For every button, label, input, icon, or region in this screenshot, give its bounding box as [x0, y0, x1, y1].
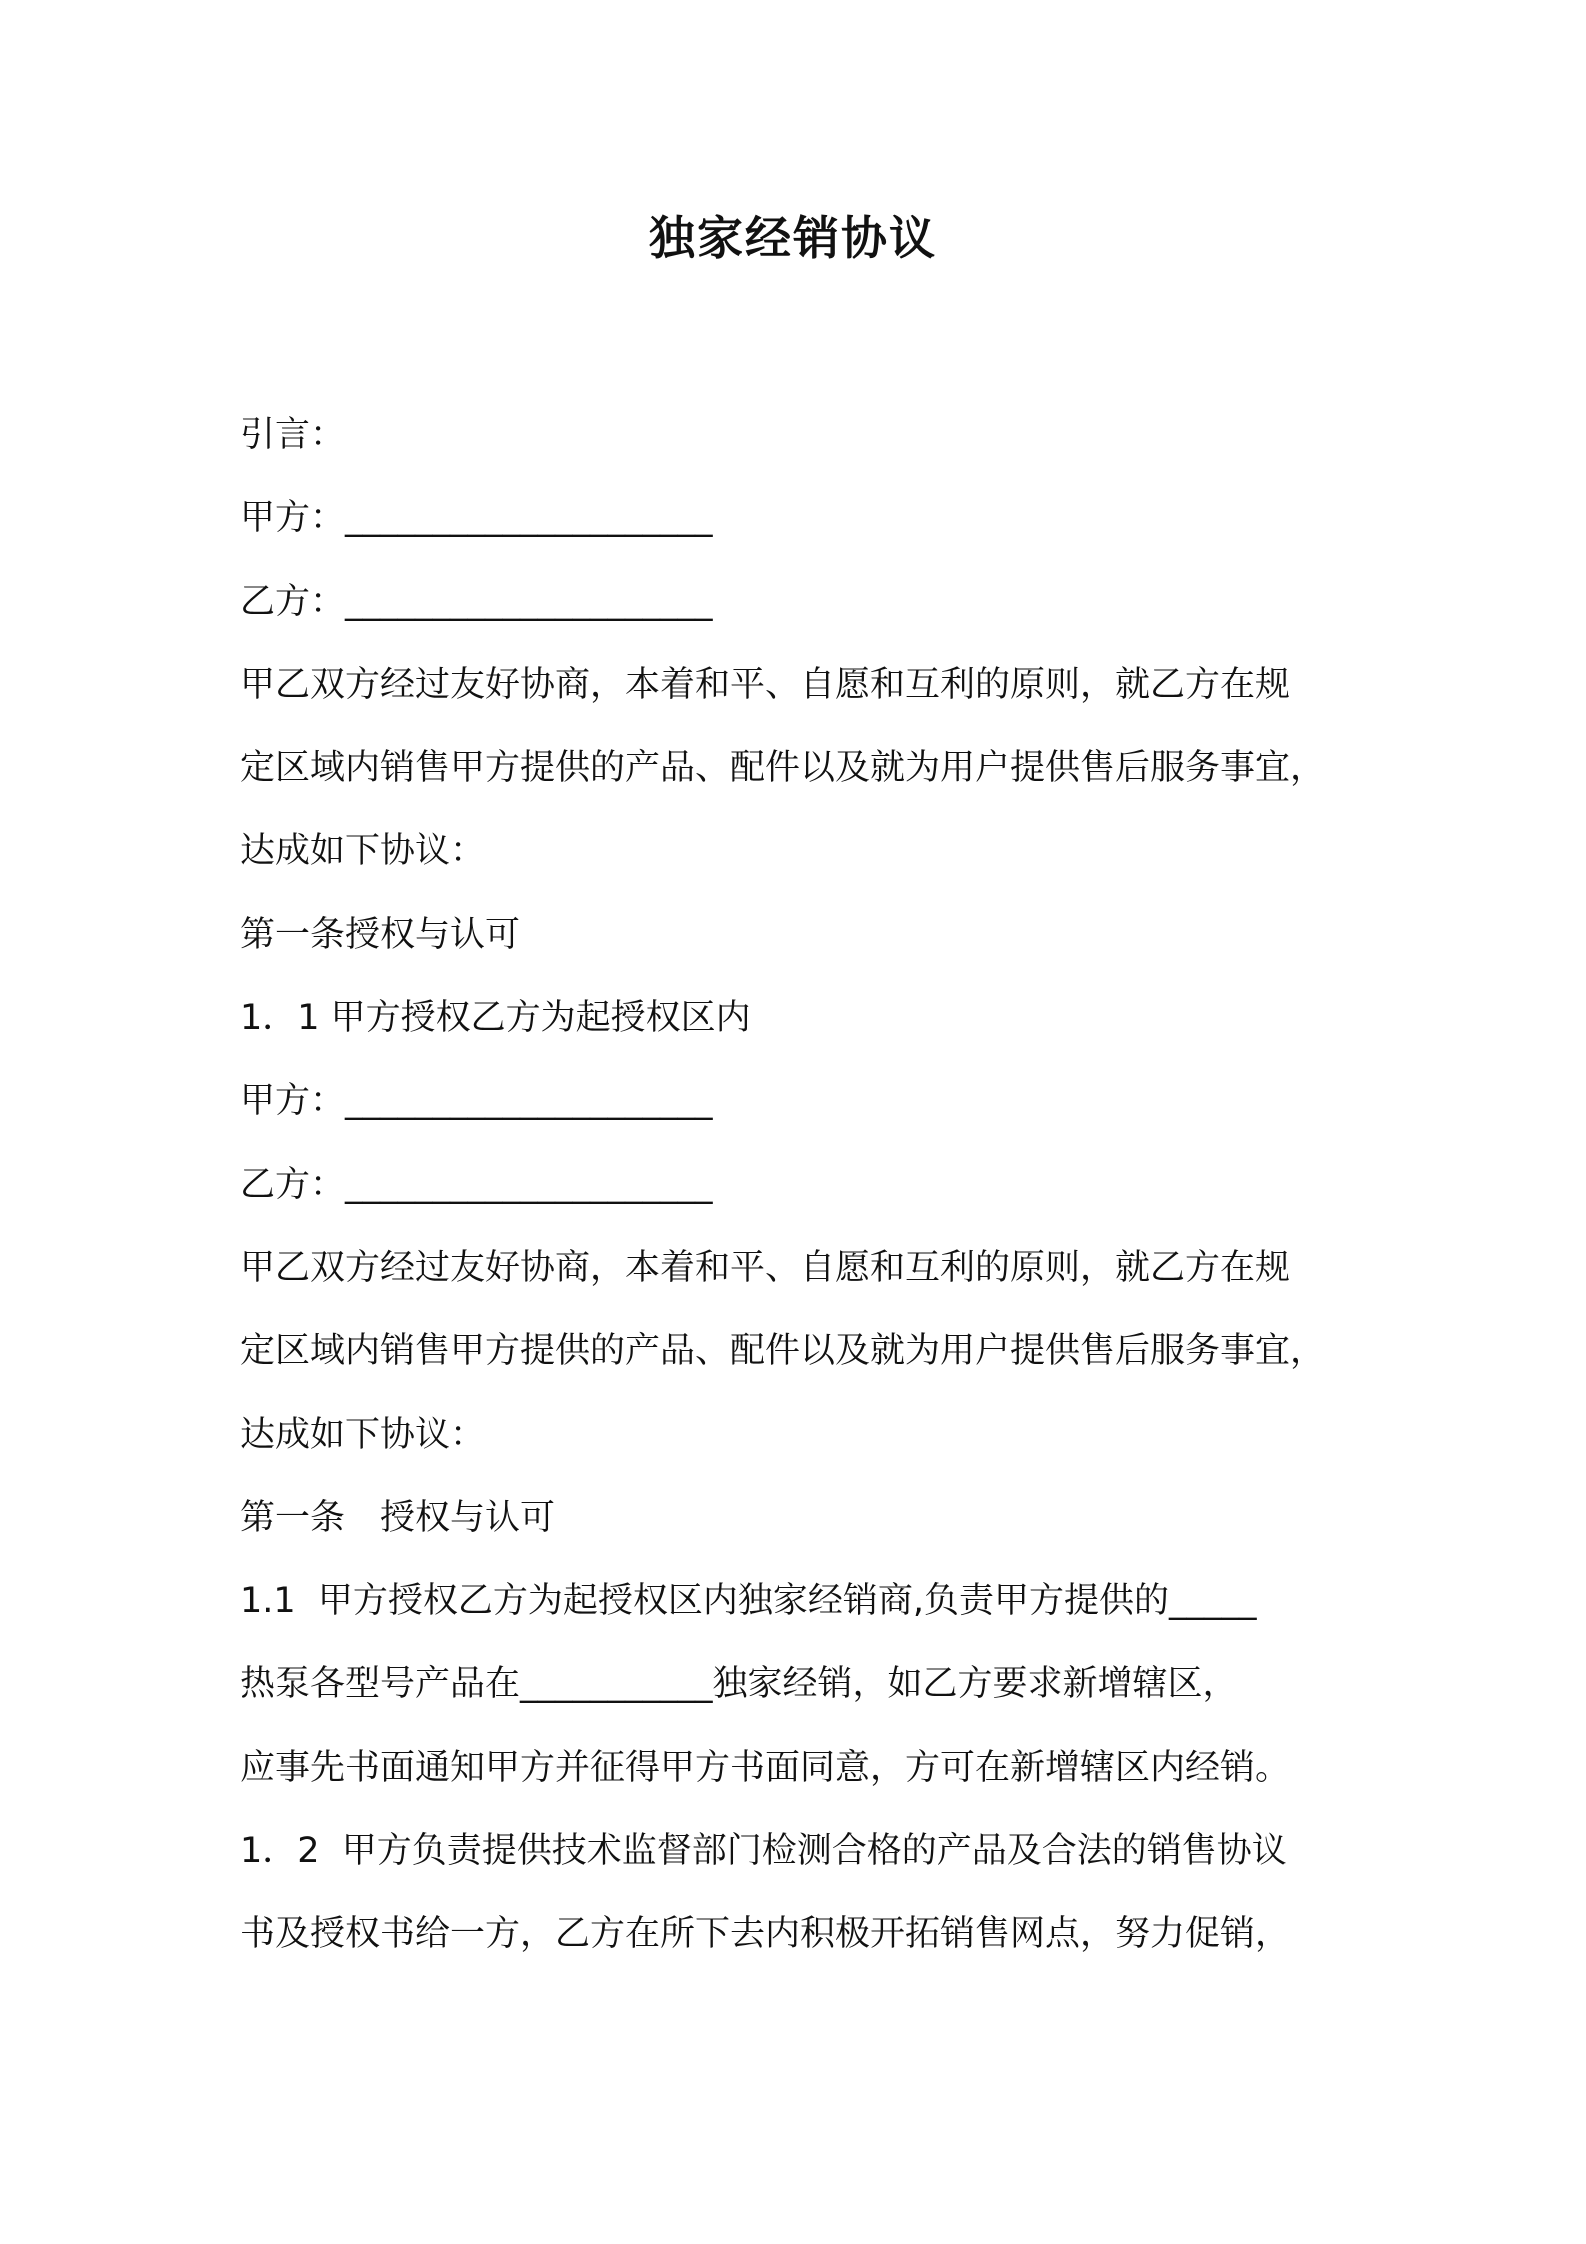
party-b-line: 乙方：_____________________ — [240, 581, 713, 622]
preamble-line: 定区域内销售甲方提供的产品、配件以及就为用户提供售后服务事宜， — [240, 748, 1326, 789]
preamble-line: 定区域内销售甲方提供的产品、配件以及就为用户提供售后服务事宜， — [240, 1331, 1326, 1372]
document-title: 独家经销协议 — [649, 211, 937, 265]
clause-line: 1．1 甲方授权乙方为起授权区内 — [240, 998, 751, 1039]
party-b-line: 乙方：_____________________ — [240, 1164, 713, 1205]
document-body — [240, 405, 1370, 1988]
preamble-line: 达成如下协议： — [240, 1414, 486, 1455]
clause-line: 热泵各型号产品在___________独家经销，如乙方要求新增辖区， — [240, 1664, 1238, 1705]
preamble-line: 甲乙双方经过友好协商，本着和平、自愿和互利的原则，就乙方在规 — [240, 1247, 1291, 1288]
clause-line: 1．2 甲方负责提供技术监督部门检测合格的产品及合法的销售协议 — [240, 1831, 1287, 1872]
article-heading: 第一条授权与认可 — [240, 914, 521, 955]
article-heading: 第一条 授权与认可 — [240, 1497, 556, 1538]
clause-line: 书及授权书给一方，乙方在所下去内积极开拓销售网点，努力促销， — [240, 1914, 1291, 1955]
intro-label: 引言： — [240, 415, 346, 455]
clause-line: 应事先书面通知甲方并征得甲方书面同意，方可在新增辖区内经销。 — [240, 1747, 1291, 1788]
preamble-line: 甲乙双方经过友好协商，本着和平、自愿和互利的原则，就乙方在规 — [240, 664, 1291, 705]
clause-line: 1.1 甲方授权乙方为起授权区内独家经销商,负责甲方提供的_____ — [240, 1581, 1257, 1622]
party-a-line: 甲方：_____________________ — [240, 1081, 713, 1122]
preamble-line: 达成如下协议： — [240, 831, 486, 872]
party-a-line: 甲方：_____________________ — [240, 498, 713, 539]
